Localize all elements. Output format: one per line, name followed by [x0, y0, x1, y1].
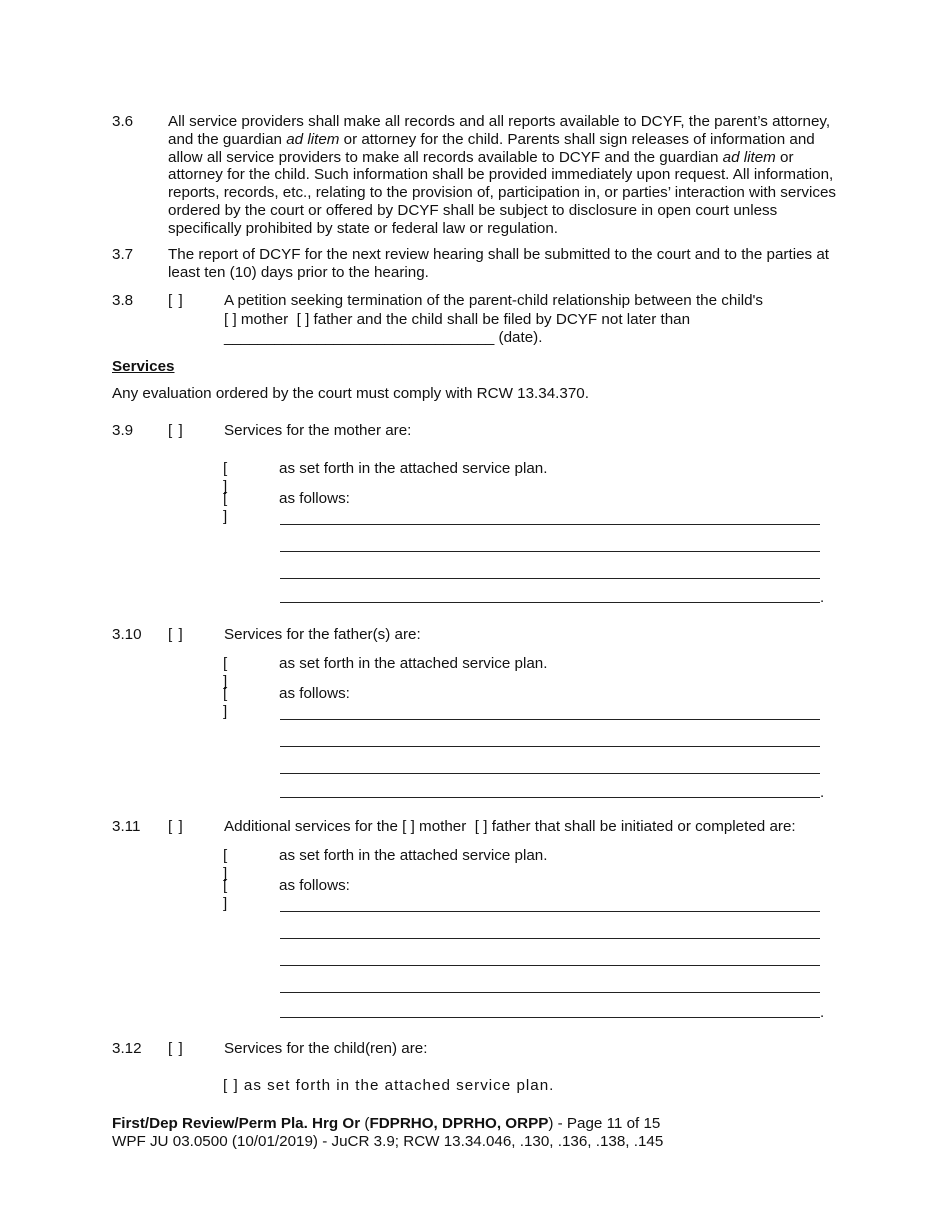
section-number: 3.12: [112, 1040, 142, 1057]
section-3-8-text: A petition seeking termination of the parent-child relationship between the child's [ ] mother [ ] father and the child shall be filed by DCYF not later than ________________________________ (date).: [224, 292, 764, 346]
father-checkbox[interactable]: [ ]: [296, 310, 310, 328]
section-number: 3.8: [112, 292, 134, 309]
section-number: 3.9: [112, 422, 134, 439]
as-follows-checkbox[interactable]: [ ]: [223, 490, 229, 525]
fill-line[interactable]: [280, 746, 820, 747]
fill-line[interactable]: [280, 773, 820, 774]
section-3-11-label: Additional services for the [ ] mother [ ] father that shall be initiated or completed are:: [224, 818, 796, 835]
section-3-9-label: Services for the mother are:: [224, 422, 412, 439]
service-plan-checkbox[interactable]: [ ]: [223, 655, 229, 690]
services-intro: Any evaluation ordered by the court must comply with RCW 13.34.370.: [112, 385, 589, 402]
fill-line[interactable]: [280, 719, 820, 720]
services-heading: Services: [112, 358, 175, 375]
fill-line[interactable]: [280, 965, 820, 966]
footer-form-title: First/Dep Review/Perm Pla. Hrg Or (FDPRHO, DPRHO, ORPP) - Page 11 of 15: [112, 1115, 661, 1132]
section-3-6-text: All service providers shall make all records and all reports available to DCYF, the parent’s attorney, and the guardian ad litem or attorney for the child. Parents shall sign releases of information and allow all service providers to make all records available to DCYF and the guardian ad litem or attorney for the child. Such information shall be provided immediately upon request. All information, reports, records, etc., relating to the provision of, participation in, or parties’ interaction with services ordered by the court or offered by DCYF shall be subject to disclosure in open court unless specifically prohibited by state or federal law or regulation.: [168, 113, 836, 237]
footer-form-reference: WPF JU 03.0500 (10/01/2019) - JuCR 3.9; RCW 13.34.046, .130, .136, .138, .145: [112, 1133, 664, 1150]
fill-line[interactable]: [280, 578, 820, 579]
fill-line[interactable]: [280, 938, 820, 939]
service-plan-checkbox[interactable]: [ ]: [223, 1077, 239, 1094]
section-3-6: [112, 113, 847, 237]
section-3-9-checkbox[interactable]: [ ]: [168, 422, 184, 439]
section-3-7: [112, 246, 847, 282]
section-number: 3.10: [112, 626, 142, 643]
fill-line[interactable]: [280, 911, 820, 912]
section-3-11-checkbox[interactable]: [ ]: [168, 818, 184, 835]
line-end-period: .: [820, 1004, 825, 1021]
section-3-11: [112, 818, 847, 838]
line-end-period: .: [820, 784, 825, 801]
fill-line[interactable]: [280, 797, 820, 798]
section-3-10-label: Services for the father(s) are:: [224, 626, 421, 643]
fill-line[interactable]: [280, 1017, 820, 1018]
fill-line[interactable]: [280, 602, 820, 603]
section-3-12-checkbox[interactable]: [ ]: [168, 1040, 184, 1057]
line-end-period: .: [820, 589, 825, 606]
as-follows-checkbox[interactable]: [ ]: [223, 877, 229, 912]
mother-checkbox[interactable]: [ ]: [224, 310, 237, 328]
section-number: 3.6: [112, 113, 134, 130]
fill-line[interactable]: [280, 524, 820, 525]
service-plan-checkbox[interactable]: [ ]: [223, 847, 229, 882]
date-field[interactable]: ________________________________: [224, 328, 495, 346]
document-page: 3.6 All service providers shall make all records and all reports available to DCYF, the parent’s attorney, and the guardian ad litem or attorney for the child. Parents shall sign releases of information and allow all service providers to make all records available to DCYF and the guardian ad litem or attorney for the child. Such information shall be provided immediately upon request. All information, reports, records, etc., relating to the provision of, participation in, or parties’ interaction with services ordered by the court or offered by DCYF shall be subject to disclosure in open court unless specifically prohibited by state or federal law or regulation. 3.7 The report of DCYF for the next review hearing shall be submitted to the court and to the parties at least ten (10) days prior to the hearing. 3.8 [ ] A petition seeking termination of the parent-child relationship between the child's [ ] mother [ ] father and the child shall be filed by DCYF not later than ________________________________ (date). Services Any evaluation ordered by the court must comply with RCW 13.34.370. 3.9 [ ] Services for the mother are: [ ] as set forth in the attached service plan. [ ] as follows: . 3.10 [ ] Services for the father(s) are: [ ] as set forth in the attached service plan. [ ] as follows: . 3.11 [ ] Additional services for the [ ] mother [ ] father that shall be initiated or completed are: [ ] as set forth in the attached service plan. [ ] as follows: . 3.12 [ ] Services for the child(ren) are: [ ] as set forth in the attached service plan. First/Dep Review/Perm Pla. Hrg Or (FDPRHO, DPRHO, ORPP) - Page 11 of 15 WPF JU 03.0500 (10/01/2019) - JuCR 3.9; RCW 13.34.046, .130, .136, .138, .145: [0, 0, 950, 1230]
section-3-7-text: The report of DCYF for the next review hearing shall be submitted to the court and to the parties at least ten (10) days prior to the hearing.: [168, 246, 830, 281]
section-3-10: [112, 626, 847, 646]
as-follows-checkbox[interactable]: [ ]: [223, 685, 229, 720]
section-3-8: [112, 292, 847, 346]
section-3-8-checkbox[interactable]: [ ]: [168, 292, 184, 309]
section-3-12-label: Services for the child(ren) are:: [224, 1040, 428, 1057]
fill-line[interactable]: [280, 551, 820, 552]
section-3-12: [112, 1040, 847, 1060]
section-3-10-checkbox[interactable]: [ ]: [168, 626, 184, 643]
service-plan-checkbox[interactable]: [ ]: [223, 460, 229, 495]
fill-line[interactable]: [280, 992, 820, 993]
mother-checkbox[interactable]: [ ]: [402, 818, 415, 835]
father-checkbox[interactable]: [ ]: [474, 818, 488, 835]
section-3-9: [112, 422, 847, 442]
section-number: 3.7: [112, 246, 134, 263]
section-number: 3.11: [112, 818, 141, 835]
